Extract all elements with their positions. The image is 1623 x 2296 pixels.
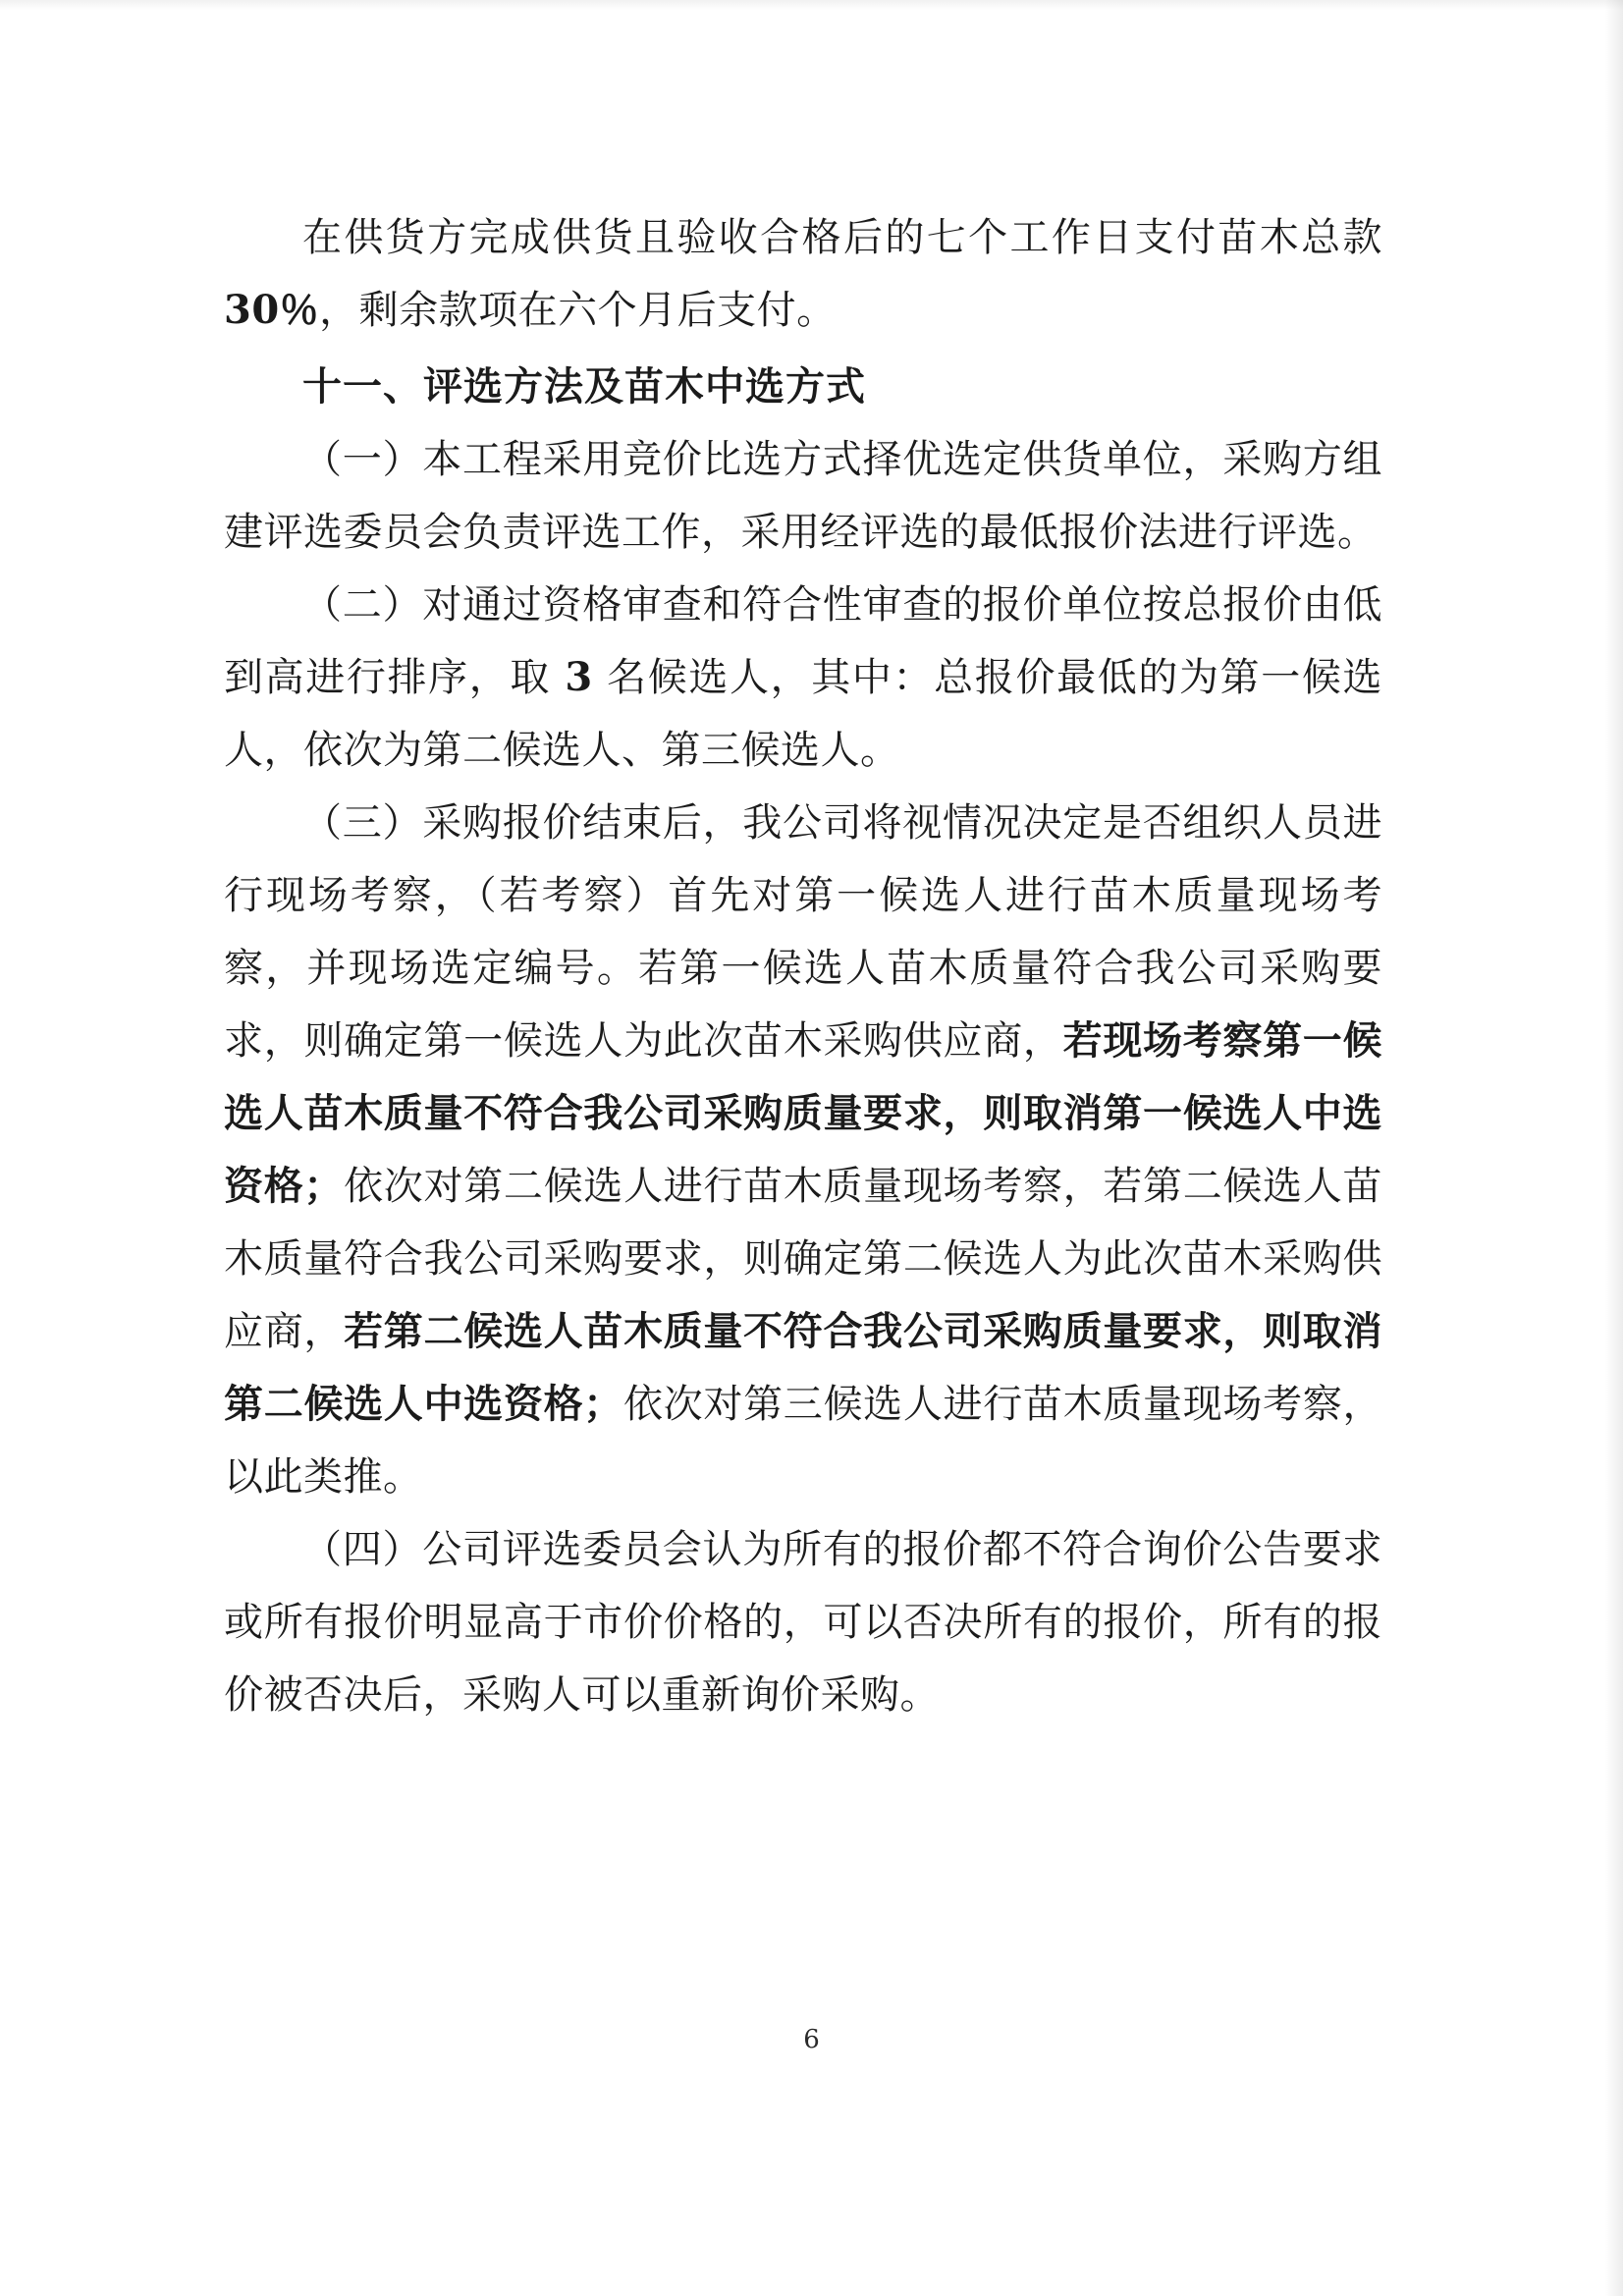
payment-percent-value: 30％	[224, 287, 320, 333]
item3-text-b: 依次对第二候选人进行苗木质量现场考察，若第二候选人苗木质量符合我公司采购要求，则确定第二候选人为此次苗木采购供应商，	[224, 1164, 1383, 1354]
section-heading-11: 十一、评选方法及苗木中选方式	[302, 363, 866, 410]
payment-text-part1: 在供货方完成供货且验收合格后的七个工作日支付苗木总款	[302, 215, 1382, 260]
paragraph-item-3	[224, 787, 1382, 1513]
page-number: 6	[803, 2025, 820, 2054]
item3-text-c: 依次对第三候选人进行苗木质量现场考察，以此类推。	[224, 1382, 1383, 1500]
scan-edge-top	[0, 0, 1623, 10]
document-body	[224, 201, 1382, 1731]
item2-text-part2: 名候选人，其中：总报价最低的为第一候选人，依次为第二候选人、第三候选人。	[224, 655, 1383, 773]
scan-edge-right	[1605, 0, 1623, 2296]
item3-bold-clause-1: 若现场考察第一候选人苗木质量不符合我公司采购质量要求，则取消第一候选人中选资格；	[224, 1017, 1382, 1209]
paragraph-item-1: （一）本工程采用竞价比选方式择优选定供货单位，采购方组建评选委员会负责评选工作，采用经评选的最低报价法进行评选。	[224, 437, 1382, 555]
paragraph-item-2	[224, 569, 1382, 787]
item3-bold-clause-2: 若第二候选人苗木质量不符合我公司采购质量要求，则取消第二候选人中选资格；	[224, 1308, 1383, 1427]
paragraph-payment-terms	[224, 201, 1382, 347]
item3-text-a: （三）采购报价结束后，我公司将视情况决定是否组织人员进行现场考察，（若考察）首先对第一候选人进行苗木质量现场考察，并现场选定编号。若第一候选人苗木质量符合我公司采购要求，则确定第一候选人为此次苗木采购供应商，	[224, 800, 1382, 1064]
item2-candidate-count: 3	[565, 654, 593, 700]
item2-text-part1: （二）对通过资格审查和符合性审查的报价单位按总报价由低到高进行排序，取	[224, 582, 1382, 700]
payment-text-part2: ，剩余款项在六个月后支付。	[319, 288, 837, 333]
paragraph-item-4: （四）公司评选委员会认为所有的报价都不符合询价公告要求或所有报价明显高于市价价格的，可以否决所有的报价，所有的报价被否决后，采购人可以重新询价采购。	[224, 1527, 1382, 1718]
